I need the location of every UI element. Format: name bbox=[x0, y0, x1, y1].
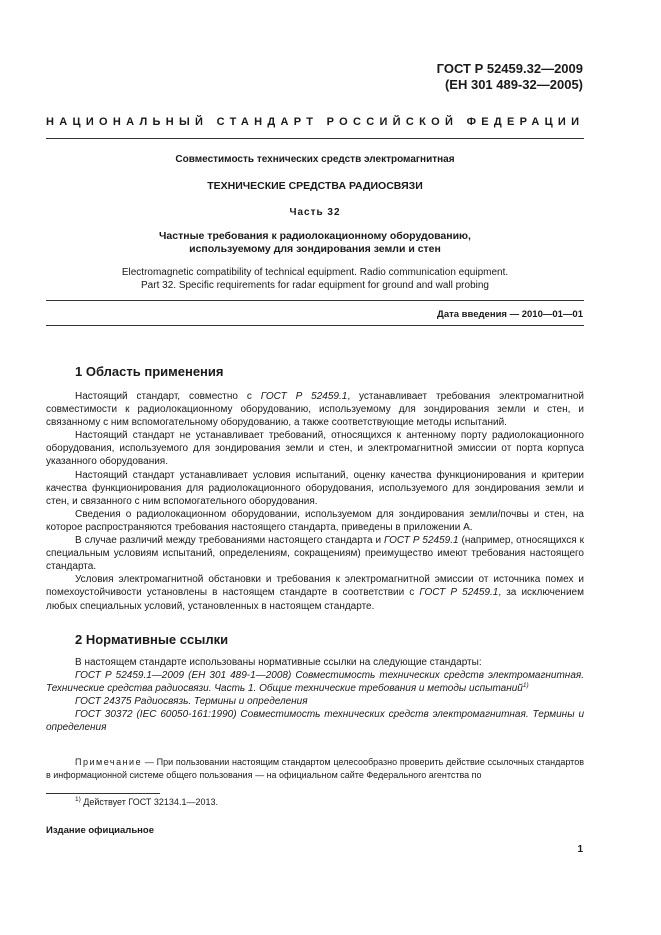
standard-reference: ГОСТ Р 52459.1 bbox=[260, 391, 348, 402]
footnote-text: Действует ГОСТ 32134.1—2013. bbox=[80, 797, 218, 807]
title-divider bbox=[46, 300, 584, 301]
document-part: Часть 32 bbox=[289, 207, 341, 218]
official-edition-label: Издание официальное bbox=[46, 825, 154, 836]
standard-equivalent: (ЕН 301 489-32—2005) bbox=[444, 77, 583, 92]
standard-code: ГОСТ Р 52459.32—2009 bbox=[436, 61, 583, 76]
section-1-body bbox=[46, 390, 584, 613]
introduction-date: Дата введения — 2010—01—01 bbox=[437, 309, 583, 320]
footnote-marker: 1) bbox=[522, 682, 529, 690]
standard-reference: ГОСТ Р 52459.1 bbox=[419, 587, 499, 599]
normative-reference: ГОСТ 24375 Радиосвязь. Термины и определения bbox=[75, 696, 308, 708]
section-2-body bbox=[46, 656, 584, 735]
english-title-line-1: Electromagnetic compatibility of technical equipment. Radio communication equipment. bbox=[121, 267, 509, 278]
normative-reference bbox=[46, 669, 584, 695]
section-1-heading: 1 Область применения bbox=[75, 364, 224, 379]
footnote-number: 1) bbox=[75, 796, 81, 803]
section-2-heading: 2 Нормативные ссылки bbox=[75, 632, 229, 647]
specific-title-line-2: используемому для зондирования земли и стен bbox=[189, 243, 441, 255]
normative-reference: ГОСТ 30372 (IEC 60050-161:1990) Совместимость технических средств электромагнитная. Термины и определения bbox=[46, 709, 584, 734]
note-paragraph bbox=[46, 756, 584, 782]
intro-divider bbox=[46, 325, 584, 326]
text-run: , за исключением любых специальных условий, установленных в настоящем стандарте. bbox=[46, 587, 584, 612]
text-run: (например, относящихся к специальным условиям испытаний, определениям, сокращениям) преимущество имеют требования настоящего стандарта. bbox=[46, 535, 584, 573]
section-1-paragraph: Сведения о радиолокационном оборудовании, используемом для зондирования земли/почвы и стен, на которое распространяются требования настоящего стандарта, приведены в приложении А. bbox=[46, 508, 584, 533]
section-1-paragraph bbox=[46, 534, 584, 573]
document-specific-title bbox=[46, 230, 584, 256]
standard-reference: ГОСТ Р 52459.1 bbox=[384, 535, 459, 547]
banner-divider bbox=[46, 138, 584, 139]
document-subtitle: Совместимость технических средств электромагнитная bbox=[175, 154, 455, 165]
section-2-paragraph: В настоящем стандарте использованы нормативные ссылки на следующие стандарты: bbox=[75, 657, 482, 668]
note-text: — При пользовании настоящим стандартом целесообразно проверить действие ссылочных стандартов в информационной системе общего пользования — на официальном сайте Федерального агентства по bbox=[46, 757, 584, 780]
section-1-paragraph: Настоящий стандарт устанавливает условия испытаний, оценку качества функционирования и критерии качества функционирования для радиолокационного оборудования, используемого для зондирования земли и стен, и связанного с ним вспомогательного оборудования. bbox=[46, 469, 584, 507]
text-run: Условия электромагнитной обстановки и требования к электромагнитной эмиссии от источника помех и помехоустойчивости установлены в настоящем стандарте в соответствии с bbox=[46, 574, 584, 599]
section-1-paragraph bbox=[46, 573, 584, 612]
specific-title-line-1: Частные требования к радиолокационному оборудованию, bbox=[159, 230, 471, 242]
text-run: Настоящий стандарт, совместно с bbox=[75, 391, 261, 402]
document-title: ТЕХНИЧЕСКИЕ СРЕДСТВА РАДИОСВЯЗИ bbox=[207, 180, 423, 192]
note-label: Примечание bbox=[75, 757, 143, 767]
section-1-paragraph: Настоящий стандарт не устанавливает требований, относящихся к антенному порту радиолокационного оборудования, используемого для зондирования земли и стен, и электромагнитной эмиссии от порта корпуса указанного оборудования. bbox=[46, 430, 584, 468]
page-number: 1 bbox=[577, 844, 583, 855]
section-1-paragraph bbox=[46, 390, 584, 429]
footnote bbox=[75, 797, 218, 807]
reference-text: ГОСТ Р 52459.1—2009 (ЕН 301 489-1—2008) Совместимость технических средств электромагнитная. Технические средства радиосвязи. Часть 1. Общие технические требования и методы испытаний bbox=[46, 670, 584, 695]
english-title-line-2: Part 32. Specific requirements for radar equipment for ground and wall probing bbox=[141, 280, 489, 291]
text-run: В случае различий между требованиями настоящего стандарта и bbox=[75, 535, 385, 547]
text-run: , устанавливает требования электромагнитной совместимости к радиолокационному оборудованию, используемому для зондирования земли и стен, и связанному с ним вспомогательному оборудованию, а также соответствующие методы испытаний. bbox=[46, 391, 584, 429]
footnote-divider bbox=[46, 793, 160, 794]
english-title bbox=[46, 266, 584, 292]
national-standard-banner: НАЦИОНАЛЬНЫЙ СТАНДАРТ РОССИЙСКОЙ ФЕДЕРАЦИИ bbox=[46, 116, 585, 128]
